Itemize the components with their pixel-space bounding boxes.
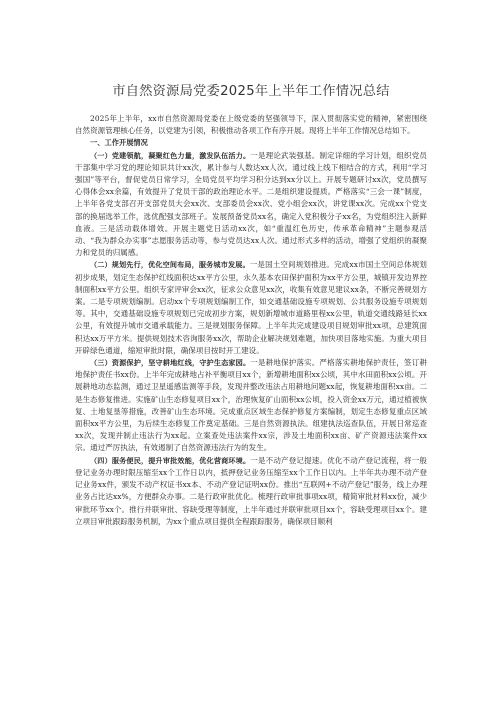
document-body: [75, 113, 427, 528]
item-lead-1: （一）党建领航，凝聚红色力量，激发队伍活力。: [90, 150, 251, 160]
item-text-4: 一是不动产登记提速。优化不动产登记流程，将一般登记业务办理时限压缩至xx个工作日以内，抵押登记业务压缩至xx个工作日以内。上半年共办理不动产登记业务xx件，颁发不动产权证书xx本、不动产登记证明xx份。推出“互联网+不动产登记”服务，线上办理业务占比达xx%，方便群众办事。二是行政审批优化。梳理行政审批事项xx项，精简审批材料xx份，减少审批环节xx个。推行并联审批、容缺受理等制度，上半年通过并联审批项目xx个，容缺受理项目xx个。建立项目审批跟踪服务机制，为xx个重点项目提供全程跟踪服务，确保项目顺利: [75, 455, 427, 526]
item-text-3: 一是耕地保护落实。严格落实耕地保护责任，签订耕地保护责任书xx份。上半年完成耕地占补平衡项目xx个，新增耕地面积xx公顷，其中水田面积xx公顷。开展耕地动态监测，通过卫星遥感监测等手段，发现并整改违法占用耕地问题xx起，恢复耕地面积xx亩。二是生态修复推进。实施矿山生态修复项目xx个，治理恢复矿山面积xx公顷，投入资金xx万元，通过植被恢复、土地复垦等措施，改善矿山生态环境。完成重点区域生态保护修复方案编制，划定生态修复重点区域面积xx平方公里，为后续生态修复工作奠定基础。三是自然资源执法。组建执法巡查队伍，开展日常巡查xx次，发现并制止违法行为xx起。立案查处违法案件xx宗，涉及土地面积xx亩、矿产资源违法案件xx宗。通过严厉执法，有效遏制了自然资源违法行为的发生。: [75, 358, 427, 453]
item-lead-4: （四）服务便民，提升审批效能，优化营商环境。: [90, 455, 251, 465]
item-text-1: 一是理论武装强基。制定详细的学习计划，组织党员干部集中学习党的理论知识共计xx次，累计参与人数达xx人次。通过线上线下相结合的方式，利用“学习强国”等平台，督促党员日常学习，全局党员平均学习积分达到xx分以上。开展专题研讨xx次，党员撰写心得体会xx余篇，有效提升了党员干部的政治理论水平。二是组织建设提质。严格落实“三会一课”制度，上半年各党支部召开支部党员大会xx次、支部委员会xx次、党小组会xx次，讲党课xx次。完成xx个党支部的换届选举工作，选优配强支部班子。发展预备党员xx名，确定入党积极分子xx名，为党组织注入新鲜血液。三是活动载体增效。开展主题党日活动xx次，如“重温红色历史，传承革命精神”主题参观活动、“我为群众办实事”志愿服务活动等，参与党员达xx人次。通过形式多样的活动，增强了党组织的凝聚力和党员的归属感。: [75, 150, 427, 258]
item-paragraph-2: [75, 259, 427, 357]
item-paragraph-3: [75, 357, 427, 455]
item-paragraph-4: [75, 455, 427, 528]
item-paragraph-1: [75, 150, 427, 260]
item-lead-3: （三）资源保护，坚守耕地红线，守护生态家园。: [90, 358, 251, 368]
intro-paragraph: 2025年上半年，xx市自然资源局党委在上级党委的坚强领导下，深入贯彻落实党的精神，紧密围绕自然资源管理核心任务，以党建为引领，积极推动各项工作有序开展。现将上半年工作情况总结如下。: [75, 114, 427, 136]
page-title: 市自然资源局党委2025年上半年工作情况总结: [112, 84, 390, 99]
item-lead-2: （二）规划先行，优化空间布局，服务城市发展。: [90, 260, 250, 270]
item-text-2: 一是国土空间规划推进。完成xx市国土空间总体规划初步成果，划定生态保护红线面积达xx平方公里，永久基本农田保护面积为xx平方公里，城镇开发边界控制面积xx平方公里。组织专家评审会xx次，征求公众意见xx次，收集有效意见建议xx条，不断完善规划方案。二是专项规划编制。启动xx个专项规划编制工作，如交通基础设施专项规划、公共服务设施专项规划等。其中，交通基础设施专项规划已完成初步方案，规划新增城市道路里程xx公里，轨道交通线路延长xx公里，有效提升城市交通承载能力。三是规划服务保障。上半年共完成建设项目规划审批xx项，总建筑面积达xx万平方米。提供规划技术咨询服务xx次，帮助企业解决规划难题，加快项目落地实施。为重大项目开辟绿色通道，缩短审批时限，确保项目按时开工建设。: [75, 260, 427, 355]
section-heading: 一、工作开展情况: [90, 138, 148, 148]
